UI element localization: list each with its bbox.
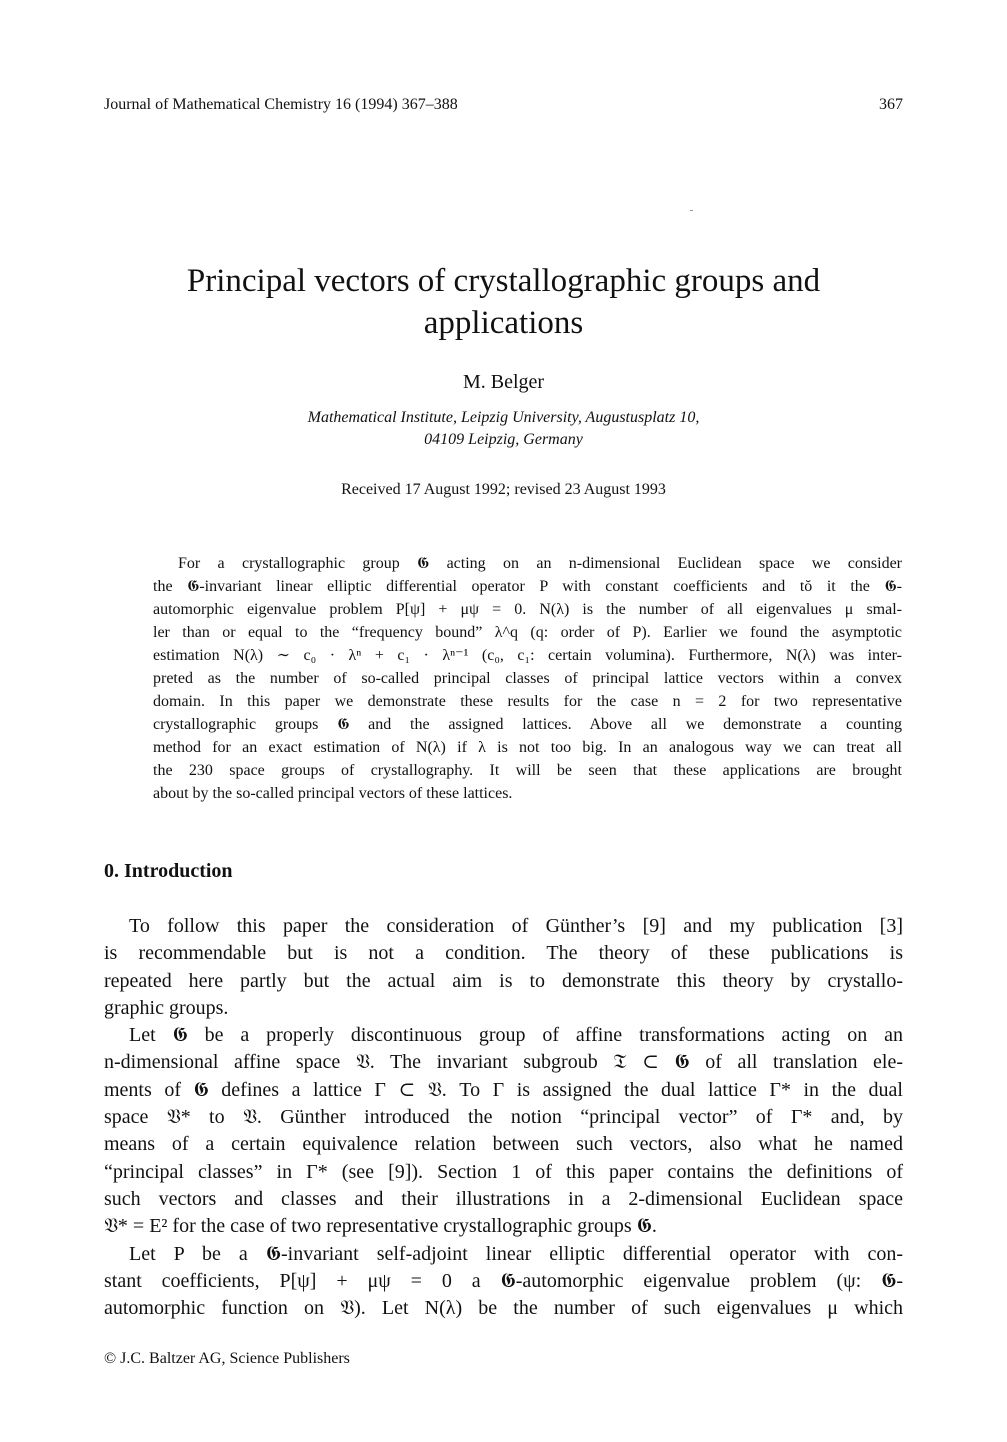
- introduction-body: [104, 913, 903, 1322]
- body-line: Let 𝕲 be a properly discontinuous group of affine transformations acting on an: [129, 1024, 903, 1047]
- body-line: repeated here partly but the actual aim is to demonstrate this theory by crystallo-: [104, 969, 903, 992]
- abstract-line: ler than or equal to the “frequency bound” λ^q (q: order of P). Earlier we found the asymptotic: [153, 624, 902, 641]
- abstract-line: automorphic eigenvalue problem P[ψ] + μψ = 0. N(λ) is the number of all eigenvalues μ smal-: [153, 601, 902, 618]
- body-line: “principal classes” in Γ* (see [9]). Section 1 of this paper contains the definitions of: [104, 1160, 903, 1183]
- author-affiliation: [104, 407, 903, 451]
- body-line: space 𝔙* to 𝔙. Günther introduced the notion “principal vector” of Γ* and, by: [104, 1106, 903, 1129]
- affiliation-line: Mathematical Institute, Leipzig University, Augustusplatz 10,: [307, 409, 700, 426]
- body-line: To follow this paper the consideration of Günther’s [9] and my publication [3]: [129, 915, 903, 937]
- paper-title: [104, 260, 903, 344]
- body-line: n-dimensional affine space 𝔙. The invariant subgroub 𝔗 ⊂ 𝕲 of all translation ele-: [104, 1051, 903, 1074]
- author-name: M. Belger: [462, 371, 545, 393]
- abstract-line: the 230 space groups of crystallography. It will be seen that these applications are brought: [153, 762, 902, 779]
- abstract: [153, 552, 902, 805]
- body-line: automorphic function on 𝔙). Let N(λ) be the number of such eigenvalues μ which: [104, 1297, 903, 1320]
- body-line: ments of 𝕲 defines a lattice Γ ⊂ 𝔙. To Γ is assigned the dual lattice Γ* in the dual: [104, 1078, 903, 1101]
- abstract-line: estimation N(λ) ∼ c₀ · λⁿ + c₁ · λⁿ⁻¹ (c₀, c₁: certain volumina). Furthermore, N(λ) was inter-: [153, 647, 902, 664]
- abstract-line: crystallographic groups 𝕲 and the assigned lattices. Above all we demonstrate a counting: [153, 716, 902, 733]
- section-heading-introduction: 0. Introduction: [104, 860, 233, 882]
- abstract-line: the 𝕲-invariant linear elliptic differential operator P with constant coefficients and tŏ it the 𝕲-: [153, 578, 902, 595]
- body-line: means of a certain equivalence relation between such vectors, also what he named: [104, 1133, 903, 1156]
- copyright-notice: © J.C. Baltzer AG, Science Publishers: [104, 1350, 350, 1367]
- body-line: 𝔙* = E² for the case of two representative crystallographic groups 𝕲.: [104, 1215, 657, 1238]
- body-line: is recommendable but is not a condition. The theory of these publications is: [104, 942, 903, 965]
- page-number: 367: [879, 96, 903, 113]
- journal-citation: Journal of Mathematical Chemistry 16 (1994) 367–388: [104, 96, 458, 113]
- abstract-line: domain. In this paper we demonstrate these results for the case n = 2 for two representative: [153, 693, 902, 710]
- body-line: Let P be a 𝕲-invariant self-adjoint linear elliptic differential operator with con-: [129, 1242, 903, 1265]
- abstract-line: For a crystallographic group 𝕲 acting on an n-dimensional Euclidean space we consider: [178, 555, 902, 572]
- title-line: applications: [423, 305, 584, 341]
- abstract-line: preted as the number of so-called principal classes of principal lattice vectors within a convex: [153, 670, 902, 687]
- abstract-line: about by the so-called principal vectors of these lattices.: [153, 785, 513, 802]
- body-line: such vectors and classes and their illustrations in a 2-dimensional Euclidean space: [104, 1187, 903, 1210]
- affiliation-line: 04109 Leipzig, Germany: [424, 431, 583, 448]
- scan-speck: [690, 210, 693, 211]
- abstract-line: method for an exact estimation of N(λ) if λ is not too big. In an analogous way we can treat all: [153, 739, 902, 756]
- body-line: stant coefficients, P[ψ] + μψ = 0 a 𝕲-automorphic eigenvalue problem (ψ: 𝕲-: [104, 1269, 903, 1292]
- received-dates: Received 17 August 1992; revised 23 August 1993: [341, 481, 666, 498]
- body-line: graphic groups.: [104, 996, 229, 1019]
- title-line: Principal vectors of crystallographic groups and: [186, 263, 821, 299]
